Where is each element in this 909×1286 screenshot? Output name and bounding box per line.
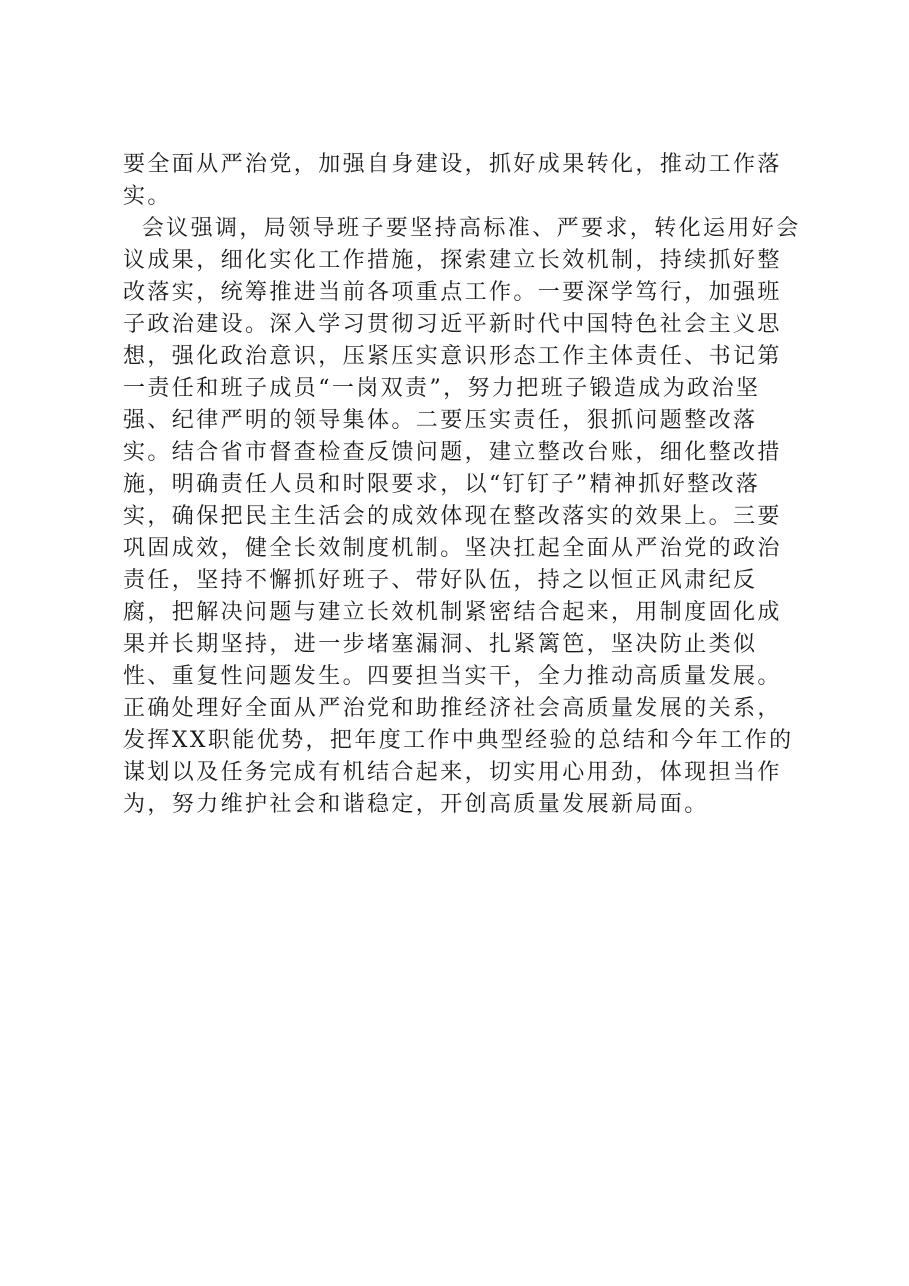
- text-line: 议成果，细化实化工作措施，探索建立长效机制，持续抓好整: [123, 248, 782, 273]
- text-line: 发挥XX职能优势，把年度工作中典型经验的总结和今年工作的: [123, 728, 794, 753]
- text-line: 性、重复性问题发生。四要担当实干，全力推动高质量发展。: [123, 664, 782, 689]
- text-line: 责任，坚持不懈抓好班子、带好队伍，持之以恒正风肃纪反: [123, 568, 758, 593]
- text-line: 正确处理好全面从严治党和助推经济社会高质量发展的关系，: [123, 696, 782, 721]
- text-line: 巩固成效，健全长效制度机制。坚决扛起全面从严治党的政治: [123, 536, 782, 561]
- text-line: 子政治建设。深入学习贯彻习近平新时代中国特色社会主义思: [123, 312, 782, 337]
- text-line: 想，强化政治意识，压紧压实意识形态工作主体责任、书记第: [123, 344, 782, 369]
- text-line: 施，明确责任人员和时限要求，以“钉钉子”精神抓好整改落: [123, 472, 761, 497]
- text-line: 腐，把解决问题与建立长效机制紧密结合起来，用制度固化成: [123, 600, 782, 625]
- text-line: 一责任和班子成员“一岗双责”，努力把班子锻造成为政治坚: [123, 376, 761, 401]
- text-line: 实。: [123, 184, 172, 209]
- text-line: 实。结合省市督查检查反馈问题，建立整改台账，细化整改措: [123, 440, 782, 465]
- text-line: 会议强调，局领导班子要坚持高标准、严要求，转化运用好会: [123, 216, 801, 241]
- text-line: 谋划以及任务完成有机结合起来，切实用心用劲，体现担当作: [123, 760, 782, 785]
- text-line: 强、纪律严明的领导集体。二要压实责任，狠抓问题整改落: [123, 408, 758, 433]
- text-line: 要全面从严治党，加强自身建设，抓好成果转化，推动工作落: [123, 152, 782, 177]
- text-line: 实，确保把民主生活会的成效体现在整改落实的效果上。三要: [123, 504, 782, 529]
- text-line: 改落实，统筹推进当前各项重点工作。一要深学笃行，加强班: [123, 280, 782, 305]
- body-text: [123, 149, 799, 821]
- text-line: 为，努力维护社会和谐稳定，开创高质量发展新局面。: [123, 792, 709, 817]
- text-line: 果并长期坚持，进一步堵塞漏洞、扎紧篱笆，坚决防止类似: [123, 632, 758, 657]
